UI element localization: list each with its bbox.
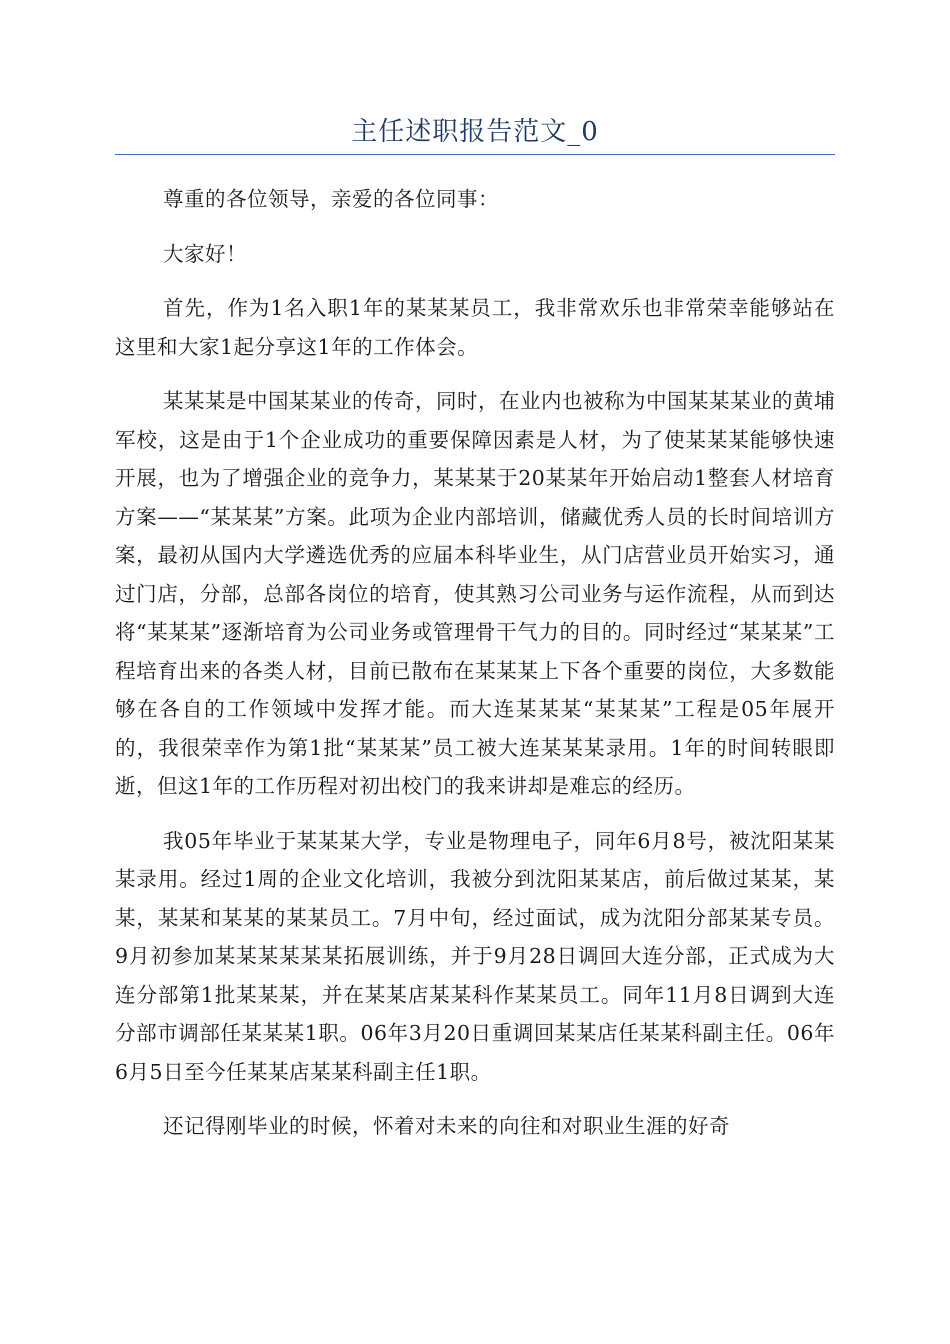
career-paragraph: 我05年毕业于某某某大学，专业是物理电子，同年6月8号，被沈阳某某某录用。经过1周的企业文化培训，我被分到沈阳某某店，前后做过某某，某某，某某和某某的某某员工。7月中旬，经过面试，成为沈阳分部某某专员。9月初参加某某某某某某拓展训练，并于9月28日调回大连分部，正式成为大连分部第1批某某某，并在某某店某某科作某某员工。同年11月8日调到大连分部市调部任某某某1职。06年3月20日重调回某某店任某某科副主任。06年6月5日至今任某某店某某科副主任1职。: [115, 828, 835, 1084]
title-underline: [115, 154, 835, 155]
background-paragraph: 某某某是中国某某业的传奇，同时，在业内也被称为中国某某某业的黄埔军校，这是由于1个企业成功的重要保障因素是人材，为了使某某某能够快速开展，也为了增强企业的竞争力，某某某于20某某年开始启动1整套人材培育方案——“某某某”方案。此项为企业内部培训，储藏优秀人员的长时间培训方案，最初从国内大学遴选优秀的应届本科毕业生，从门店营业员开始实习，通过门店，分部，总部各岗位的培育，使其熟习公司业务与运作流程，从而到达将“某某某”逐渐培育为公司业务或管理骨干气力的目的。同时经过“某某某”工程培育出来的各类人材，目前已散布在某某某上下各个重要的岗位，大多数能够在各自的工作领域中发挥才能。而大连某某某“某某某”工程是05年展开的，我很荣幸作为第1批“某某某”员工被大连某某某录用。1年的时间转眼即逝，但这1年的工作历程对初出校门的我来讲却是难忘的经历。: [115, 389, 835, 798]
intro-paragraph: 首先，作为1名入职1年的某某某员工，我非常欢乐也非常荣幸能够站在这里和大家1起分享这1年的工作体会。: [115, 296, 835, 359]
salutation-paragraph: 大家好！: [163, 241, 247, 266]
document-body: [115, 180, 835, 1150]
reflection-paragraph: 还记得刚毕业的时候，怀着对未来的向往和对职业生涯的好奇: [163, 1114, 730, 1138]
greeting-paragraph: 尊重的各位领导，亲爱的各位同事：: [163, 187, 499, 211]
document-title: 主任述职报告范文_0: [351, 117, 599, 147]
